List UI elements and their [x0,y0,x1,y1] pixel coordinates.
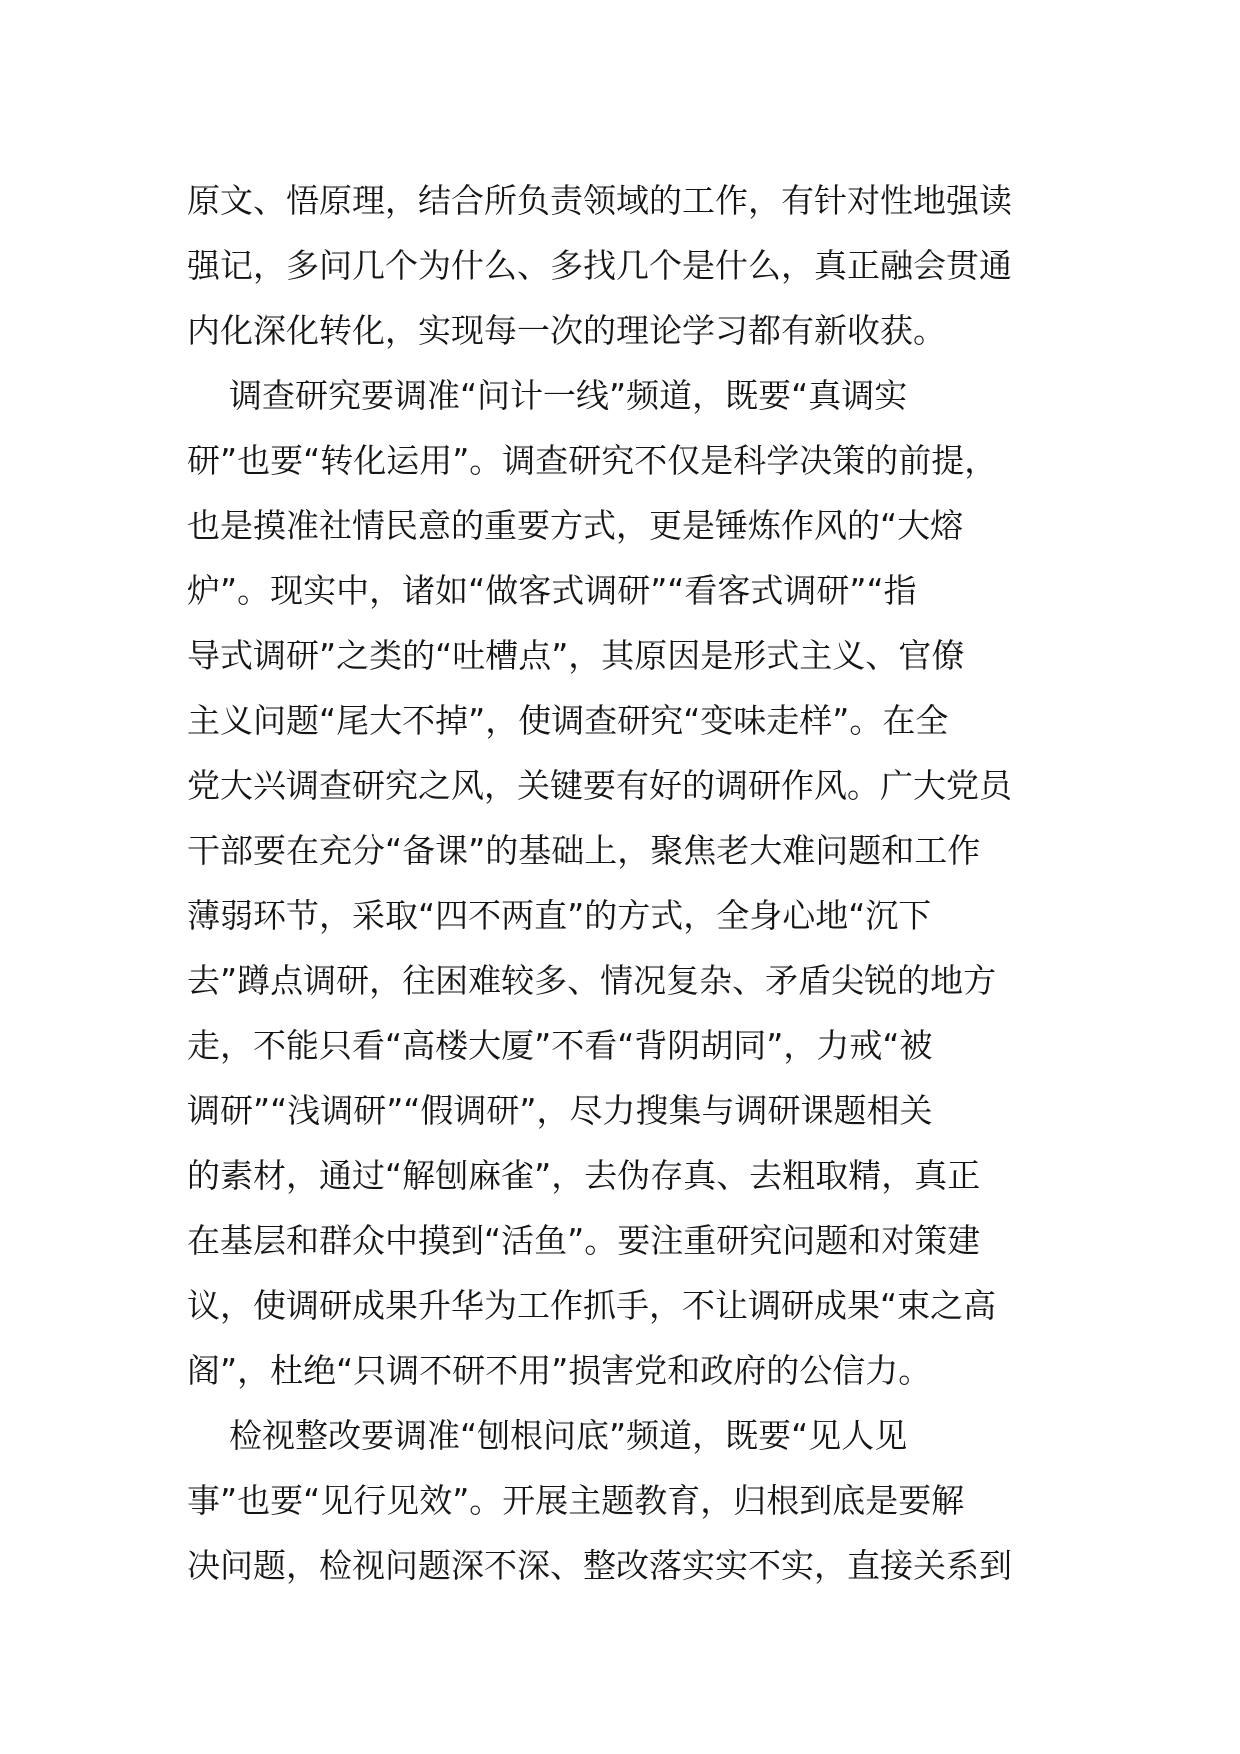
text-line: 事”也要“见行见效”。开展主题教育，归根到底是要解 [187,1481,965,1520]
text-line: 决问题，检视问题深不深、整改落实实不实，直接关系到 [187,1546,1012,1585]
text-line: 干部要在充分“备课”的基础上，聚焦老大难问题和工作 [187,831,981,870]
text-line: 议，使调研成果升华为工作抓手，不让调研成果“束之高 [187,1286,997,1325]
text-line: 党大兴调查研究之风，关键要有好的调研作风。广大党员 [187,766,1012,805]
text-line: 去”蹲点调研，往困难较多、情况复杂、矛盾尖锐的地方 [187,961,997,1000]
text-line: 的素材，通过“解刨麻雀”，去伪存真、去粗取精，真正 [187,1156,981,1195]
text-line: 走，不能只看“高楼大厦”不看“背阴胡同”，力戒“被 [187,1026,933,1065]
text-line: 也是摸准社情民意的重要方式，更是锤炼作风的“大熔 [187,506,964,545]
text-line: 炉”。现实中，诸如“做客式调研”“看客式调研”“指 [187,571,917,610]
text-line: 原文、悟原理，结合所负责领域的工作，有针对性地强读 [187,181,1012,220]
text-line: 阁”，杜绝“只调不研不用”损害党和政府的公信力。 [187,1351,932,1390]
text-line: 内化深化转化，实现每一次的理论学习都有新收获。 [187,311,946,350]
text-line: 检视整改要调准“刨根问底”频道，既要“见人见 [187,1416,908,1455]
body-text [187,168,1087,1598]
text-line: 研”也要“转化运用”。调查研究不仅是科学决策的前提， [187,441,998,480]
text-line: 在基层和群众中摸到“活鱼”。要注重研究问题和对策建 [187,1221,981,1260]
text-line: 调研”“浅调研”“假调研”，尽力搜集与调研课题相关 [187,1091,933,1130]
text-line: 薄弱环节，采取“四不两直”的方式，全身心地“沉下 [187,896,932,935]
text-line: 导式调研”之类的“吐槽点”，其原因是形式主义、官僚 [187,636,965,675]
text-line: 调查研究要调准“问计一线”频道，既要“真调实 [187,376,908,415]
text-line: 强记，多问几个为什么、多找几个是什么，真正融会贯通 [187,246,1012,285]
text-line: 主义问题“尾大不掉”，使调查研究“变味走样”。在全 [187,701,949,740]
